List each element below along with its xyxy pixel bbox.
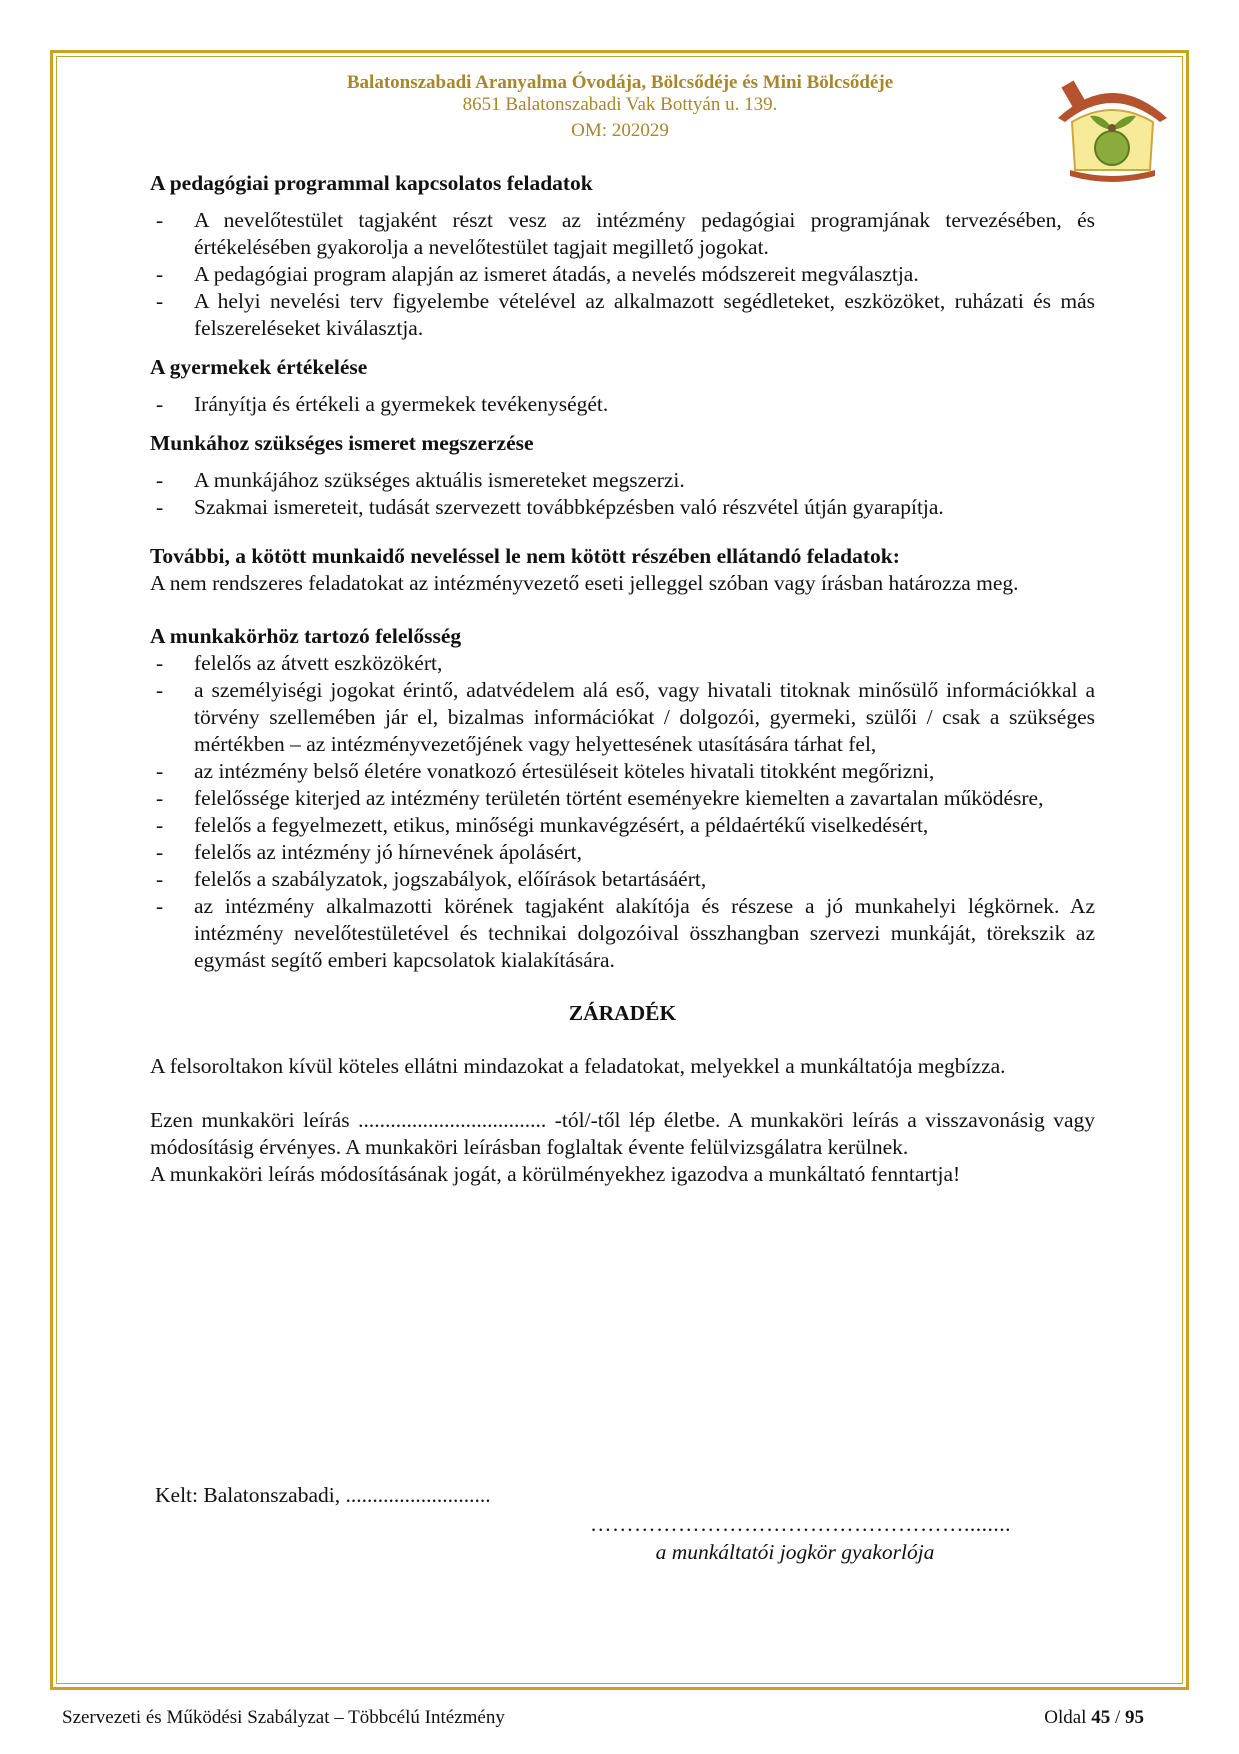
date-place-line: Kelt: Balatonszabadi, ........................... [155, 1483, 491, 1507]
list-item: - felelős az átvett eszközökért, [150, 650, 1095, 677]
list-item: - Szakmai ismereteit, tudását szervezett továbbképzésben való részvétel útján gyarapítja. [150, 494, 1095, 521]
section-title: A gyermekek értékelése [150, 355, 368, 379]
zaradek-paragraph-3: A munkaköri leírás módosításának jogát, a körülményekhez igazodva a munkáltató fenntartja! [150, 1162, 961, 1186]
list-item: - felelős az intézmény jó hírnevének ápolásért, [150, 839, 1095, 866]
list-item: - Irányítja és értékeli a gyermekek tevékenységét. [150, 391, 1095, 418]
section-title: A pedagógiai programmal kapcsolatos feladatok [150, 171, 593, 195]
section-further-tasks [150, 543, 1095, 597]
om-number: OM: 202029 [571, 120, 669, 141]
zaradek-paragraph-1: A felsoroltakon kívül köteles ellátni mindazokat a feladatokat, melyekkel a munkáltatója megbízza. [150, 1054, 1006, 1078]
signature-line: ……………………………………………........ [590, 1512, 1011, 1536]
document-header [148, 72, 1092, 142]
zaradek-title: ZÁRADÉK [568, 1001, 677, 1025]
list-item: - az intézmény belső életére vonatkozó értesüléseit köteles hivatali titokként megőrizni, [150, 758, 1095, 785]
institution-name: Balatonszabadi Aranyalma Óvodája, Bölcsődéje és Mini Bölcsődéje [346, 72, 894, 93]
section-title: További, a kötött munkaidő neveléssel le nem kötött részében ellátandó feladatok: [150, 544, 900, 568]
section-text: A nem rendszeres feladatokat az intézményvezető eseti jelleggel szóban vagy írásban határozza meg. [150, 571, 1019, 595]
document-body [150, 170, 1095, 1188]
section-knowledge [150, 430, 1095, 521]
list-item: - A helyi nevelési terv figyelembe vételével az alkalmazott segédleteket, eszközöket, ruházati és más felszereléseket kiválasztja. [150, 288, 1095, 342]
signature-label: a munkáltatói jogkör gyakorlója [655, 1540, 935, 1564]
institution-address: 8651 Balatonszabadi Vak Bottyán u. 139. [462, 94, 778, 115]
page-total: 95 [1125, 1707, 1144, 1728]
list-item: - az intézmény alkalmazotti körének tagjaként alakítója és részese a jó munkahelyi légkörnek. Az intézmény nevelőtestületével és technikai dolgozóival összhangban szervezi munkáját, törekszik az egymást segítő emberi kapcsolatok kialakítására. [150, 893, 1095, 974]
list-item: - A nevelőtestület tagjaként részt vesz az intézmény pedagógiai programjának tervezésében, és értékelésében gyakorolja a nevelőtestület tagjait megillető jogokat. [150, 207, 1095, 261]
section-responsibility [150, 623, 1095, 974]
list-item: - a személyiségi jogokat érintő, adatvédelem alá eső, vagy hivatali titoknak minősülő információkkal a törvény szellemében jár el, bizalmas információkat / dolgozói, gyermeki, szülői / csak a szükséges mértékben – az intézményvezetőjének vagy helyettesének utasítására tárhat fel, [150, 677, 1095, 758]
footer-document-title: Szervezeti és Működési Szabályzat – Többcélú Intézmény [62, 1707, 505, 1728]
list-item: - A pedagógiai program alapján az ismeret átadás, a nevelés módszereit megválasztja. [150, 261, 1095, 288]
page-current: 45 [1091, 1707, 1111, 1728]
list-item: - felelőssége kiterjed az intézmény területén történt eseményekre kiemelten a zavartalan működésre, [150, 785, 1095, 812]
section-pedagogical-program [150, 170, 1095, 342]
list-item: - felelős a fegyelmezett, etikus, minőségi munkavégzésért, a példaértékű viselkedésért, [150, 812, 1095, 839]
section-title: A munkakörhöz tartozó felelősség [150, 624, 462, 648]
footer-page-number [1044, 1707, 1144, 1729]
section-child-evaluation [150, 354, 1095, 418]
page-separator: / [1110, 1707, 1125, 1728]
page-label: Oldal [1044, 1707, 1092, 1728]
list-item: - felelős a szabályzatok, jogszabályok, előírások betartásáért, [150, 866, 1095, 893]
zaradek-paragraph-2: Ezen munkaköri leírás ................................... -tól/-től lép életbe. A munkaköri leírás a visszavonásig vagy módosításig érvényes. A munkaköri leírásban foglaltak évente felülvizsgálatra kerülnek. [150, 1108, 1095, 1159]
list-item: - A munkájához szükséges aktuális ismereteket megszerzi. [150, 467, 1095, 494]
section-title: Munkához szükséges ismeret megszerzése [150, 431, 534, 455]
